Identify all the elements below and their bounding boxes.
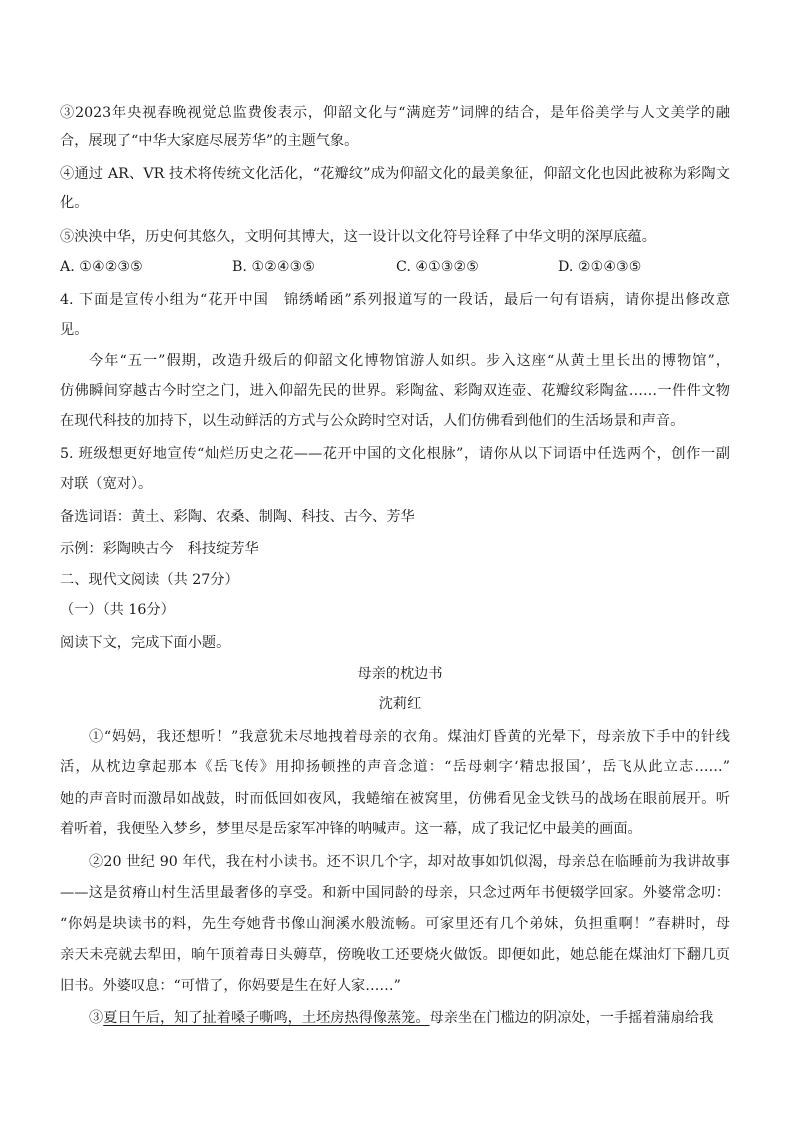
article-paragraph-1: 她的声音时而激昂如战鼓，时而低回如夜风，我蜷缩在被窝里，仿佛看见金戈铁马的战场在眼前展开。听 (60, 791, 730, 807)
article-paragraph-2: 旧书。外婆叹息：“可惜了，你妈要是生在好人家……” (60, 978, 401, 994)
article-paragraph-1: ①“妈妈，我还想听！”我意犹未尽地拽着母亲的衣角。煤油灯昏黄的光晕下，母亲放下手中的针线 (89, 729, 730, 745)
example: 示例：彩陶映古今 科技绽芳华 (60, 541, 259, 557)
choice-c[interactable]: C. ④①③②⑤ (396, 259, 479, 275)
choice-b[interactable]: B. ①②④③⑤ (232, 259, 316, 275)
option-item-4: ④通过 AR、VR 技术将传统文化活化，“花瓣纹”成为仰韶文化的最美象征，仰韶文化也因此被称为彩陶文 (60, 166, 730, 182)
paragraph-text: 母亲坐在门槛边的阴凉处，一手摇着蒲扇给我 (429, 1010, 714, 1026)
choice-d[interactable]: D. ②①④③⑤ (558, 259, 642, 275)
option-item-4-cont: 化。 (60, 195, 89, 211)
option-item-5: ⑤泱泱中华，历史何其悠久，文明何其博大，这一设计以文化符号诠释了中华文明的深厚底蕴。 (60, 229, 656, 245)
article-paragraph-2: ——这是贫瘠山村生活里最奢侈的享受。和新中国同龄的母亲，只念过两年书便辍学回家。外婆常念叨： (60, 885, 730, 901)
article-paragraph-3 (89, 1008, 730, 1028)
passage-line: 今年“五一”假期，改造升级后的仰韶文化博物馆游人如织。步入这座“从黄土里长出的博物馆”， (89, 353, 730, 369)
question-5-cont: 对联（宽对）。 (60, 476, 153, 492)
underlined-sentence: 夏日午后，知了扯着嗓子嘶鸣，土坯房热得像蒸笼。 (103, 1010, 430, 1026)
passage-line: 在现代科技的加持下，以生动鲜活的方式与公众跨时空对话，人们仿佛看到他们的生活场景和声音。 (60, 413, 685, 429)
question-4-cont: 见。 (60, 322, 89, 338)
passage-line: 仿佛瞬间穿越古今时空之门，进入仰韶先民的世界。彩陶盆、彩陶双连壶、花瓣纹彩陶盆……一件件文物 (60, 383, 730, 399)
word-bank: 备选词语：黄土、彩陶、农桑、制陶、科技、古今、芳华 (60, 509, 415, 525)
choice-a[interactable]: A. ①④②③⑤ (60, 259, 143, 275)
question-4: 4. 下面是宣传小组为“花开中国 锦绣崤函”系列报道写的一段话，最后一句有语病，请你提出修改意 (60, 292, 730, 308)
subsection-heading: （一）（共 16分） (60, 602, 175, 618)
article-author: 沈莉红 (378, 696, 422, 712)
article-paragraph-2: “你妈是块读书的料，先生夸她背书像山涧溪水般流畅。可家里还有几个弟妹，负担重啊！”春耕时，母 (60, 916, 730, 932)
option-item-3-cont: 合，展现了“中华大家庭尽展芳华”的主题气象。 (60, 133, 359, 149)
article-paragraph-2: 亲天未亮就去犁田，晌午顶着毒日头薅草，傍晚收工还要烧火做饭。即便如此，她总能在煤油灯下翻几页 (60, 947, 730, 963)
question-5: 5. 班级想更好地宣传“灿烂历史之花——花开中国的文化根脉”，请你从以下词语中任选两个，创作一副 (60, 446, 730, 462)
option-item-3: ③2023年央视春晚视觉总监费俊表示，仰韶文化与“满庭芳”词牌的结合，是年俗美学与人文美学的融 (60, 105, 730, 121)
article-title: 母亲的枕边书 (357, 666, 443, 682)
section-heading: 二、现代文阅读（共 27分） (60, 572, 239, 588)
paragraph-number: ③ (89, 1010, 104, 1026)
article-paragraph-1: 活，从枕边拿起那本《岳飞传》用抑扬顿挫的声音念道：“岳母刺字‘精忠报国’，岳飞从此立志……” (60, 759, 730, 775)
article-paragraph-1: 着听着，我便坠入梦乡，梦里尽是岳家军冲锋的呐喊声。这一幕，成了我记忆中最美的画面。 (60, 821, 642, 837)
article-paragraph-2: ②20 世纪 90 年代，我在村小读书。还不识几个字，却对故事如饥似渴，母亲总在临睡前为我讲故事 (89, 854, 730, 870)
instruction: 阅读下文，完成下面小题。 (60, 635, 231, 651)
